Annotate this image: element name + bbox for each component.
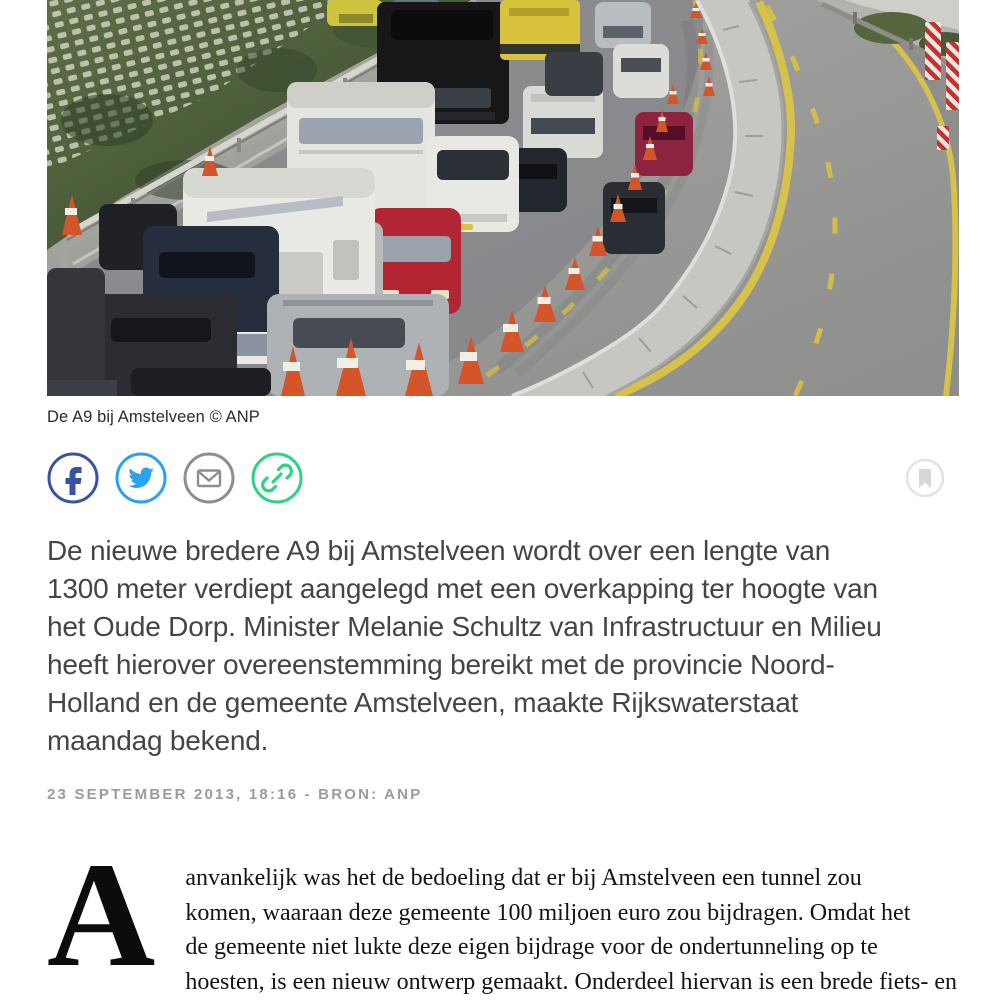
lead-paragraph [47,532,959,760]
yellow-truck [500,0,580,60]
share-link-button[interactable] [251,452,303,504]
link-icon [251,452,303,504]
facebook-icon [47,452,99,504]
share-email-button[interactable] [183,452,235,504]
body-line: komen, waaraan deze gemeente 100 miljoen euro zou bijdragen. Omdat het [185,899,911,926]
highway-scene [47,0,959,396]
twitter-icon [115,452,167,504]
email-icon [183,452,235,504]
construction-barrier-board [925,22,941,80]
share-facebook-button[interactable] [47,452,99,504]
lead-line: De nieuwe bredere A9 bij Amstelveen wordt over een lengte van [47,535,831,566]
white-car [613,44,669,98]
lead-line: Holland en de gemeente Amstelveen, maakte Rijkswaterstaat [47,687,799,718]
bookmark-button[interactable] [905,458,945,498]
article-photo [47,0,959,396]
share-icons [47,452,303,504]
photo-caption: De A9 bij Amstelveen © ANP [47,408,260,426]
bookmark-icon [905,458,945,498]
lead-line: 1300 meter verdiept aangelegd met een overkapping ter hoogte van [47,573,878,604]
body-line: anvankelijk was het de bedoeling dat er bij Amstelveen een tunnel zou [185,865,862,891]
lead-line: maandag bekend. [47,725,269,756]
article-dateline: 23 SEPTEMBER 2013, 18:16 - BRON: ANP [47,786,423,803]
lead-line: het Oude Dorp. Minister Melanie Schultz van Infrastructuur en Milieu [47,611,882,642]
construction-barrier-board [946,42,959,110]
body-line: de gemeente niet lukte deze eigen bijdrage voor de ondertunneling op te [185,934,878,960]
lead-line: heeft hierover overeenstemming bereikt met de provincie Noord- [47,649,835,680]
share-row [47,452,959,504]
article-body [47,832,959,999]
share-twitter-button[interactable] [115,452,167,504]
white-van [523,86,603,158]
dropcap: A [47,832,156,998]
body-line: hoesten, is een nieuw ontwerp gemaakt. Onderdeel hiervan is een brede fiets- en [185,968,958,995]
